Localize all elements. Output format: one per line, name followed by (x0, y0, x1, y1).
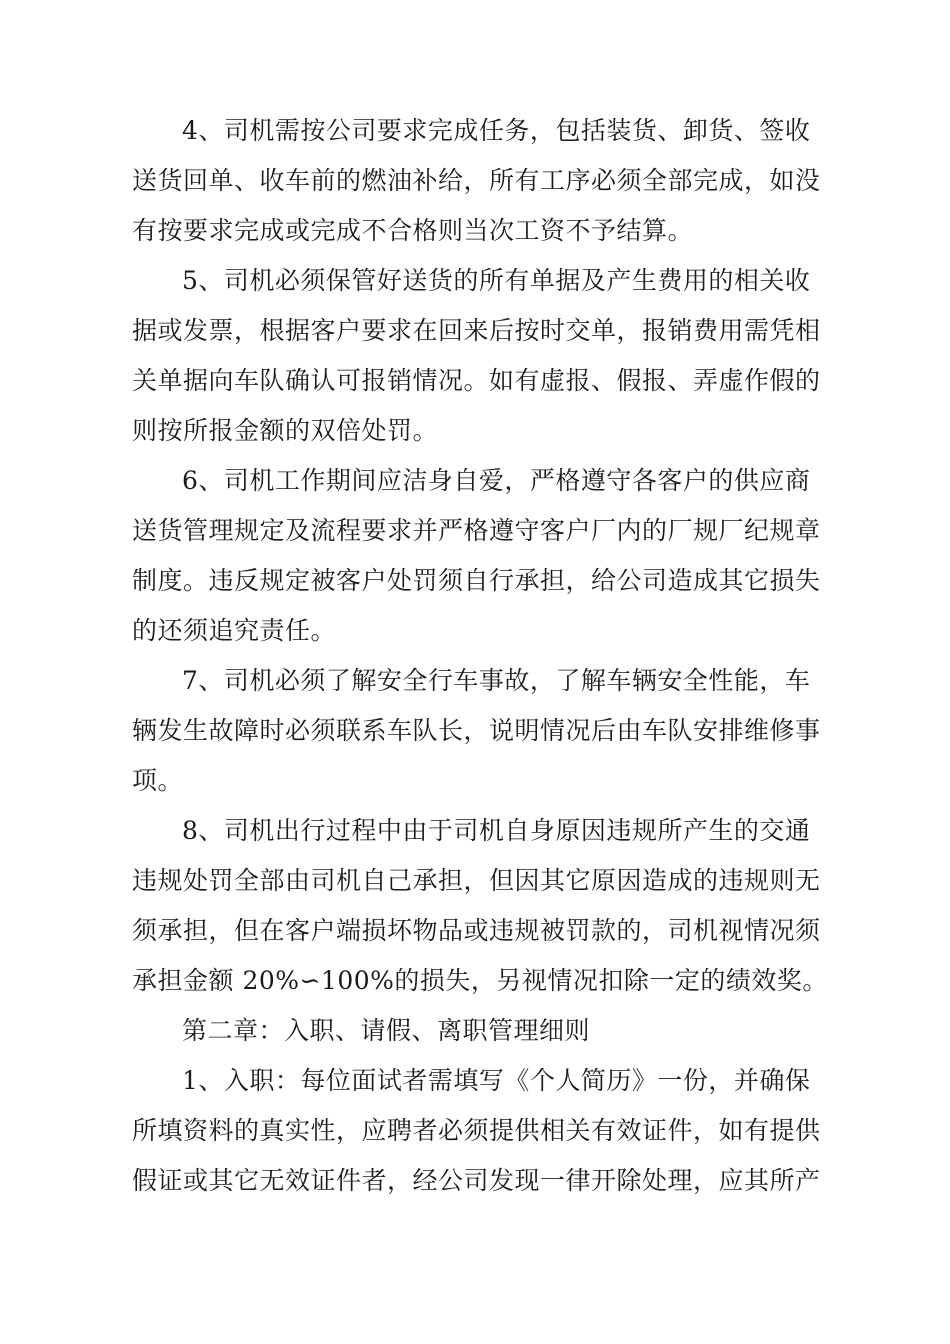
paragraph-4-line-3: 有按要求完成或完成不合格则当次工资不予结算。 (132, 216, 694, 245)
chapter-2-paragraph-1-line-1: 1、入职：每位面试者需填写《个人简历》一份，并确保 (182, 1066, 811, 1095)
chapter-2-paragraph-1-line-3: 假证或其它无效证件者，经公司发现一律开除处理，应其所产 (132, 1166, 821, 1195)
paragraph-8-line-1: 8、司机出行过程中由于司机自身原因违规所产生的交通 (182, 816, 811, 845)
paragraph-4-line-1: 4、司机需按公司要求完成任务，包括装货、卸货、签收 (182, 116, 811, 145)
paragraph-7-line-3: 项。 (132, 766, 184, 795)
paragraph-6-line-3: 制度。违反规定被客户处罚须自行承担，给公司造成其它损失 (132, 566, 821, 595)
paragraph-7-line-1: 7、司机必须了解安全行车事故，了解车辆安全性能，车 (182, 666, 811, 695)
paragraph-5-line-3: 关单据向车队确认可报销情况。如有虚报、假报、弄虚作假的 (132, 366, 821, 395)
paragraph-5-line-4: 则按所报金额的双倍处罚。 (132, 416, 439, 445)
paragraph-4-line-2: 送货回单、收车前的燃油补给，所有工序必须全部完成，如没 (132, 166, 821, 195)
paragraph-5-line-2: 据或发票，根据客户要求在回来后按时交单，报销费用需凭相 (132, 316, 821, 345)
chapter-2-heading: 第二章：入职、请假、离职管理细则 (182, 1016, 591, 1045)
paragraph-6-line-2: 送货管理规定及流程要求并严格遵守客户厂内的厂规厂纪规章 (132, 516, 821, 545)
paragraph-6-line-4: 的还须追究责任。 (132, 616, 337, 645)
paragraph-6-line-1: 6、司机工作期间应洁身自爱，严格遵守各客户的供应商 (182, 466, 811, 495)
paragraph-5-line-1: 5、司机必须保管好送货的所有单据及产生费用的相关收 (182, 266, 811, 295)
paragraph-8-line-3: 须承担，但在客户端损坏物品或违规被罚款的，司机视情况须 (132, 916, 821, 945)
paragraph-7-line-2: 辆发生故障时必须联系车队长，说明情况后由车队安排维修事 (132, 716, 821, 745)
chapter-2-paragraph-1-line-2: 所填资料的真实性，应聘者必须提供相关有效证件，如有提供 (132, 1116, 821, 1145)
paragraph-8-line-4: 承担金额 20%∽100%的损失，另视情况扣除一定的绩效奖。 (132, 966, 828, 995)
paragraph-8-line-2: 违规处罚全部由司机自己承担，但因其它原因造成的违规则无 (132, 866, 821, 895)
